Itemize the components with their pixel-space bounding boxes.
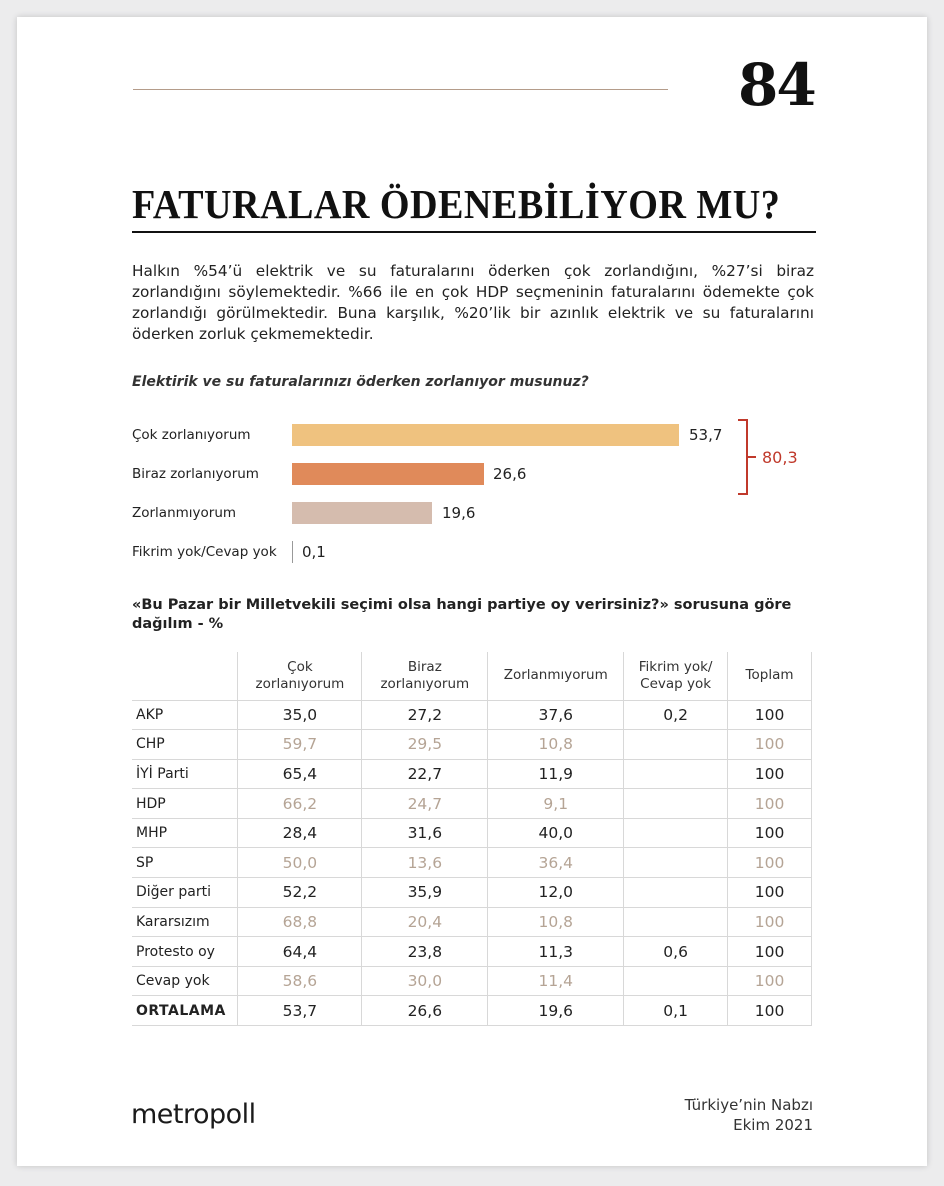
cell-cok: 52,2 [238, 878, 362, 908]
cell-toplam: 100 [728, 996, 812, 1026]
party-name: Protesto oy [132, 937, 238, 967]
cell-toplam: 100 [728, 937, 812, 967]
cell-cok: 59,7 [238, 730, 362, 760]
cell-toplam: 100 [728, 759, 812, 789]
cell-zorlanmiyor: 36,4 [488, 848, 624, 878]
table-row [132, 700, 812, 730]
party-name: Kararsızım [132, 907, 238, 937]
title-underline [132, 231, 816, 233]
cell-fikrim-yok [624, 730, 728, 760]
party-name: HDP [132, 789, 238, 819]
header-rule [133, 89, 668, 90]
table-row [132, 848, 812, 878]
cell-biraz: 24,7 [362, 789, 488, 819]
header-cok-zorlaniyorum [238, 652, 362, 700]
cell-zorlanmiyor: 37,6 [488, 700, 624, 730]
table-row [132, 878, 812, 908]
header-text: zorlanıyorum [255, 675, 345, 692]
bar-label: Fikrim yok/Cevap yok [132, 544, 277, 560]
cell-biraz: 30,0 [362, 966, 488, 996]
cell-biraz: 26,6 [362, 996, 488, 1026]
cell-zorlanmiyor: 12,0 [488, 878, 624, 908]
table-row [132, 818, 812, 848]
chart-question: Elektirik ve su faturalarınızı öderken zorlanıyor musunuz? [132, 374, 589, 390]
cell-toplam: 100 [728, 789, 812, 819]
party-name: Diğer parti [132, 878, 238, 908]
cell-fikrim-yok [624, 789, 728, 819]
page-number: 84 [738, 51, 815, 119]
cell-toplam: 100 [728, 878, 812, 908]
party-breakdown-table [132, 652, 812, 1026]
header-empty [132, 652, 238, 700]
cell-biraz: 31,6 [362, 818, 488, 848]
publication-name: Türkiye’nin Nabzı [684, 1096, 813, 1114]
cell-fikrim-yok [624, 848, 728, 878]
party-name: AKP [132, 700, 238, 730]
bar-value: 0,1 [302, 543, 326, 561]
cell-cok: 64,4 [238, 937, 362, 967]
bracket-total-value: 80,3 [762, 448, 798, 467]
bar-label: Çok zorlanıyorum [132, 427, 251, 443]
party-name: SP [132, 848, 238, 878]
party-name: MHP [132, 818, 238, 848]
cell-zorlanmiyor: 10,8 [488, 730, 624, 760]
cell-zorlanmiyor: 40,0 [488, 818, 624, 848]
party-name: Cevap yok [132, 966, 238, 996]
cell-cok: 66,2 [238, 789, 362, 819]
header-toplam: Toplam [728, 652, 812, 700]
table-row [132, 966, 812, 996]
table-row [132, 789, 812, 819]
party-name: İYİ Parti [132, 759, 238, 789]
cell-fikrim-yok [624, 966, 728, 996]
cell-fikrim-yok [624, 907, 728, 937]
cell-zorlanmiyor: 19,6 [488, 996, 624, 1026]
bar-value: 19,6 [442, 504, 476, 522]
cell-cok: 53,7 [238, 996, 362, 1026]
table-caption: «Bu Pazar bir Milletvekili seçimi olsa hangi partiye oy verirsiniz?» sorusuna göre dağılım - % [132, 597, 792, 632]
cell-biraz: 23,8 [362, 937, 488, 967]
bar-value: 26,6 [493, 465, 527, 483]
cell-fikrim-yok: 0,6 [624, 937, 728, 967]
cell-zorlanmiyor: 9,1 [488, 789, 624, 819]
header-biraz-zorlaniyorum [362, 652, 488, 700]
metropoll-logo: metropoll [131, 1099, 256, 1130]
cell-cok: 35,0 [238, 700, 362, 730]
cell-cok: 50,0 [238, 848, 362, 878]
bar-label: Zorlanmıyorum [132, 505, 237, 521]
cell-fikrim-yok: 0,2 [624, 700, 728, 730]
cell-biraz: 29,5 [362, 730, 488, 760]
table-header-row [132, 652, 812, 700]
cell-toplam: 100 [728, 700, 812, 730]
party-name: ORTALAMA [132, 996, 238, 1026]
cell-toplam: 100 [728, 907, 812, 937]
table-row [132, 937, 812, 967]
header-text: Fikrim yok/ [638, 658, 713, 675]
cell-zorlanmiyor: 10,8 [488, 907, 624, 937]
header-text: zorlanıyorum [380, 675, 470, 692]
cell-cok: 65,4 [238, 759, 362, 789]
header-text: Cevap yok [640, 675, 712, 692]
cell-biraz: 22,7 [362, 759, 488, 789]
intro-paragraph: Halkın %54’ü elektrik ve su faturalarını öderken çok zorlandığını, %27’si biraz zorlandığını söylemektedir. %66 ile en çok HDP seçmeninin faturalarını ödemekte çok zorlandığı görülmektedir. Buna karşılık, %20’lik bir azınlık elektrik ve su faturalarını öderken zorluk çekmemektedir. [132, 262, 814, 343]
party-name: CHP [132, 730, 238, 760]
bar-label: Biraz zorlanıyorum [132, 466, 259, 482]
cell-biraz: 13,6 [362, 848, 488, 878]
header-text: Biraz [407, 658, 442, 675]
cell-toplam: 100 [728, 818, 812, 848]
cell-fikrim-yok: 0,1 [624, 996, 728, 1026]
cell-zorlanmiyor: 11,9 [488, 759, 624, 789]
cell-toplam: 100 [728, 730, 812, 760]
bar-value: 53,7 [689, 426, 723, 444]
table-row [132, 759, 812, 789]
cell-biraz: 35,9 [362, 878, 488, 908]
cell-zorlanmiyor: 11,4 [488, 966, 624, 996]
cell-biraz: 27,2 [362, 700, 488, 730]
footer-publication-info [685, 1095, 813, 1135]
header-zorlanmiyorum: Zorlanmıyorum [488, 652, 624, 700]
publication-date: Ekim 2021 [733, 1116, 813, 1134]
table-row [132, 907, 812, 937]
page-title: FATURALAR ÖDENEBİLİYOR MU? [132, 181, 781, 227]
header-text: Çok [287, 658, 313, 675]
cell-fikrim-yok [624, 759, 728, 789]
cell-fikrim-yok [624, 818, 728, 848]
header-fikrim-yok [624, 652, 728, 700]
cell-toplam: 100 [728, 966, 812, 996]
cell-cok: 58,6 [238, 966, 362, 996]
cell-toplam: 100 [728, 848, 812, 878]
cell-fikrim-yok [624, 878, 728, 908]
cell-biraz: 20,4 [362, 907, 488, 937]
table-row [132, 730, 812, 760]
cell-zorlanmiyor: 11,3 [488, 937, 624, 967]
cell-cok: 68,8 [238, 907, 362, 937]
table-row-average [132, 996, 812, 1026]
cell-cok: 28,4 [238, 818, 362, 848]
